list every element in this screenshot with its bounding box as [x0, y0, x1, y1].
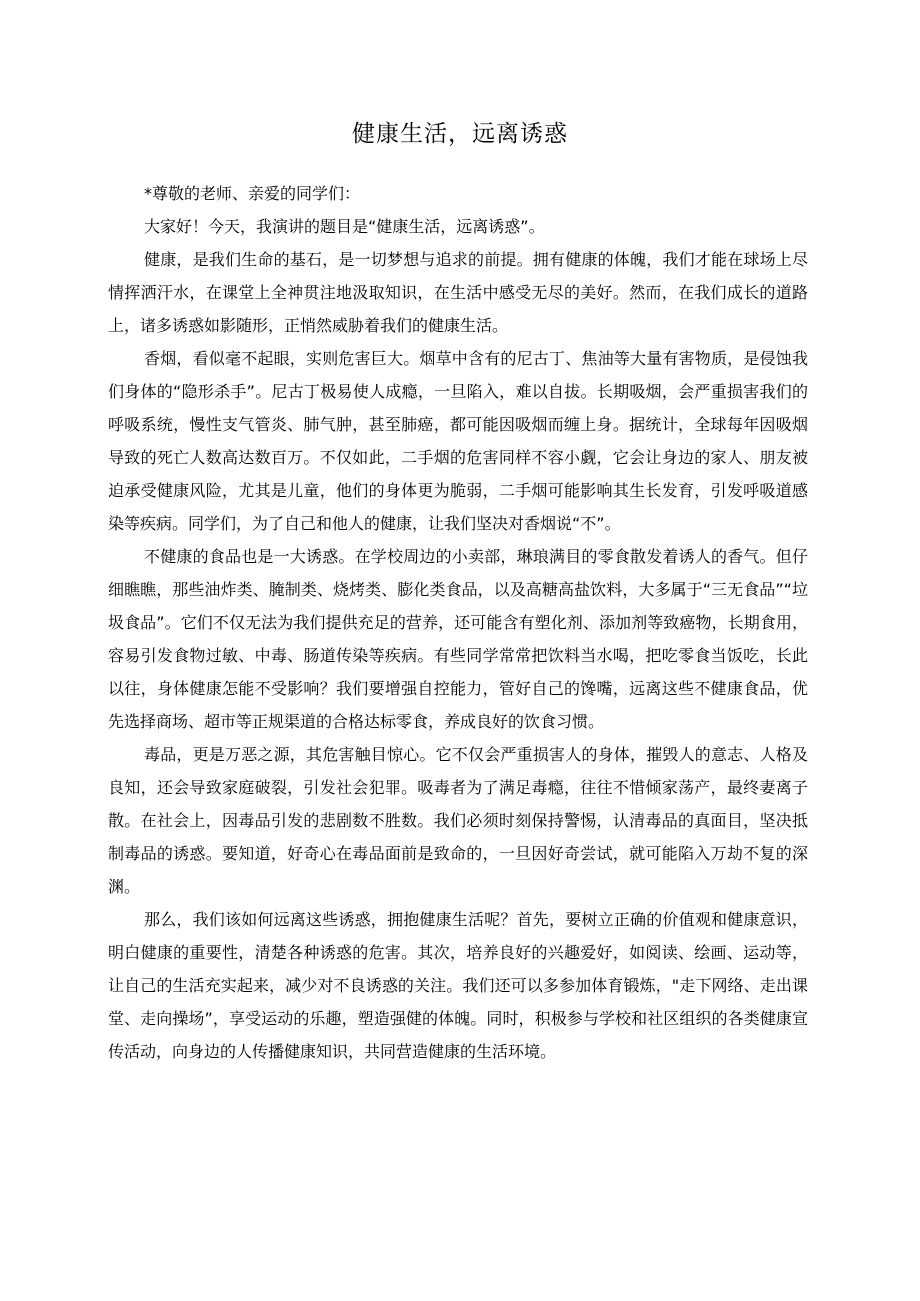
opening-paragraph: 大家好！今天，我演讲的题目是“健康生活，远离诱惑”。 [144, 217, 545, 236]
salutation: *尊敬的老师、亲爱的同学们： [144, 184, 361, 203]
health-foundation-paragraph: 健康，是我们生命的基石，是一切梦想与追求的前提。拥有健康的体魄，我们才能在球场上尽情挥洒汗水，在课堂上全神贯注地汲取知识，在生活中感受无尽的美好。然而，在我们成长的道路上，诸多诱惑如影随形，正悄然威胁着我们的健康生活。 [108, 250, 808, 335]
drugs-paragraph: 毒品，更是万恶之源，其危害触目惊心。它不仅会严重损害人的身体，摧毁人的意志、人格及良知，还会导致家庭破裂，引发社会犯罪。吸毒者为了满足毒瘾，往往不惜倾家荡产，最终妻离子散。在社会上，因毒品引发的悲剧数不胜数。我们必须时刻保持警惕，认清毒品的真面目，坚决抵制毒品的诱惑。要知道，好奇心在毒品面前是致命的，一旦因好奇尝试，就可能陷入万劫不复的深渊。 [108, 745, 808, 896]
unhealthy-food-paragraph: 不健康的食品也是一大诱惑。在学校周边的小卖部，琳琅满目的零食散发着诱人的香气。但仔细瞧瞧，那些油炸类、腌制类、烧烤类、膨化类食品，以及高糖高盐饮料，大多属于“三无食品”“垃圾食品”。它们不仅无法为我们提供充足的营养，还可能含有塑化剂、添加剂等致癌物，长期食用，容易引发食物过敏、中毒、肠道传染等疾病。有些同学常常把饮料当水喝，把吃零食当饭吃，长此以往，身体健康怎能不受影响？我们要增强自控能力，管好自己的馋嘴，远离这些不健康食品，优先选择商场、超市等正规渠道的合格达标零食，养成良好的饮食习惯。 [108, 547, 808, 731]
tobacco-paragraph: 香烟，看似毫不起眼，实则危害巨大。烟草中含有的尼古丁、焦油等大量有害物质，是侵蚀我们身体的“隐形杀手”。尼古丁极易使人成瘾，一旦陷入，难以自拔。长期吸烟，会严重损害我们的呼吸系统，慢性支气管炎、肺气肿，甚至肺癌，都可能因吸烟而缠上身。据统计，全球每年因吸烟导致的死亡人数高达数百万。不仅如此，二手烟的危害同样不容小觑，它会让身边的家人、朋友被迫承受健康风险，尤其是儿童，他们的身体更为脆弱，二手烟可能影响其生长发育，引发呼吸道感染等疾病。同学们，为了自己和他人的健康，让我们坚决对香烟说“不”。 [108, 349, 808, 533]
document-body [108, 177, 808, 1068]
solutions-paragraph: 那么，我们该如何远离这些诱惑，拥抱健康生活呢？首先，要树立正确的价值观和健康意识，明白健康的重要性，清楚各种诱惑的危害。其次，培养良好的兴趣爱好，如阅读、绘画、运动等，让自己的生活充实起来，减少对不良诱惑的关注。我们还可以多参加体育锻炼，"走下网络、走出课堂、走向操场”，享受运动的乐趣，塑造强健的体魄。同时，积极参与学校和社区组织的各类健康宣传活动，向身边的人传播健康知识，共同营造健康的生活环境。 [108, 910, 808, 1061]
page-title: 健康生活，远离诱惑 [352, 121, 568, 147]
